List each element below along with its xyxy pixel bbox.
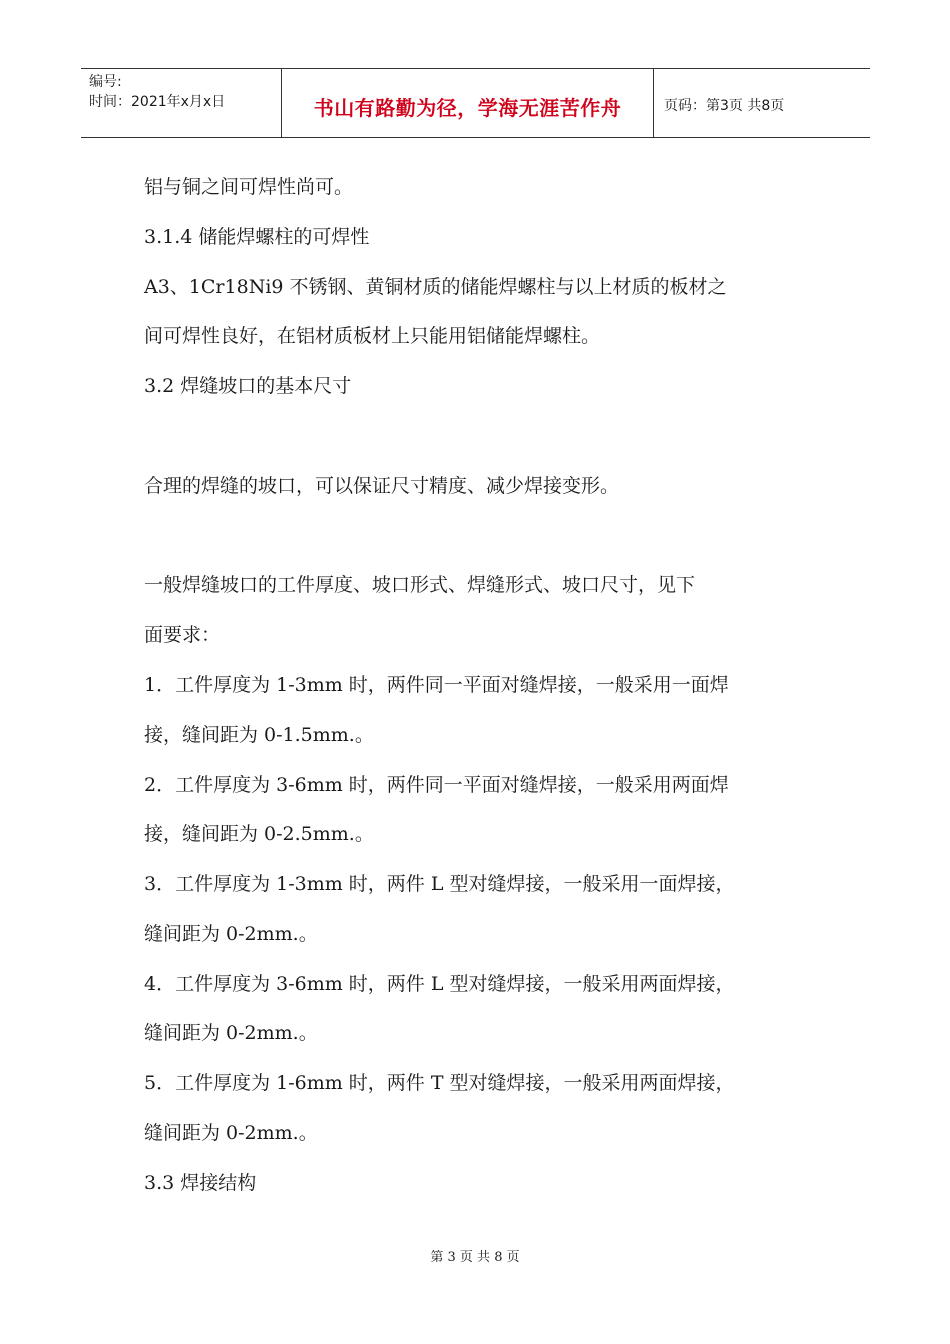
body-line: A3、1Cr18Ni9 不锈钢、黄铜材质的储能焊螺柱与以上材质的板材之: [144, 276, 727, 298]
page-footer: 第 3 页 共 8 页: [430, 1250, 520, 1265]
list-item: 3．工件厚度为 1-3mm 时，两件 L 型对缝焊接，一般采用一面焊接，: [144, 873, 735, 895]
list-item: 缝间距为 0-2mm.。: [144, 923, 318, 945]
list-item: 接，缝间距为 0-2.5mm.。: [144, 823, 374, 845]
header-meta-cell: [81, 69, 282, 137]
section-heading: 3.2 焊缝坡口的基本尺寸: [144, 375, 352, 397]
list-item: 1．工件厚度为 1-3mm 时，两件同一平面对缝焊接，一般采用一面焊: [144, 674, 729, 696]
list-item: 4．工件厚度为 3-6mm 时，两件 L 型对缝焊接，一般采用两面焊接，: [144, 973, 735, 995]
time-label: 时间：2021年x月x日: [89, 94, 226, 110]
body-line: 间可焊性良好，在铝材质板材上只能用铝储能焊螺柱。: [144, 325, 601, 347]
page-header: [81, 68, 870, 138]
list-item: 2．工件厚度为 3-6mm 时，两件同一平面对缝焊接，一般采用两面焊: [144, 774, 729, 796]
code-label: 编号:: [89, 74, 122, 90]
section-heading: 3.3 焊接结构: [144, 1172, 257, 1194]
body-line: 铝与铜之间可焊性尚可。: [144, 176, 354, 198]
body-line: 面要求：: [144, 624, 221, 646]
list-item: 5．工件厚度为 1-6mm 时，两件 T 型对缝焊接，一般采用两面焊接，: [144, 1072, 735, 1094]
header-motto: 书山有路勤为径，学海无涯苦作舟: [282, 69, 654, 137]
list-item: 缝间距为 0-2mm.。: [144, 1022, 318, 1044]
section-heading: 3.1.4 储能焊螺柱的可焊性: [144, 226, 370, 248]
body-line: 合理的焊缝的坡口，可以保证尺寸精度、减少焊接变形。: [144, 475, 620, 497]
header-page-info: 页码：第3页 共8页: [664, 98, 785, 114]
list-item: 缝间距为 0-2mm.。: [144, 1122, 318, 1144]
body-line: 一般焊缝坡口的工件厚度、坡口形式、焊缝形式、坡口尺寸，见下: [144, 574, 696, 596]
list-item: 接，缝间距为 0-1.5mm.。: [144, 724, 374, 746]
